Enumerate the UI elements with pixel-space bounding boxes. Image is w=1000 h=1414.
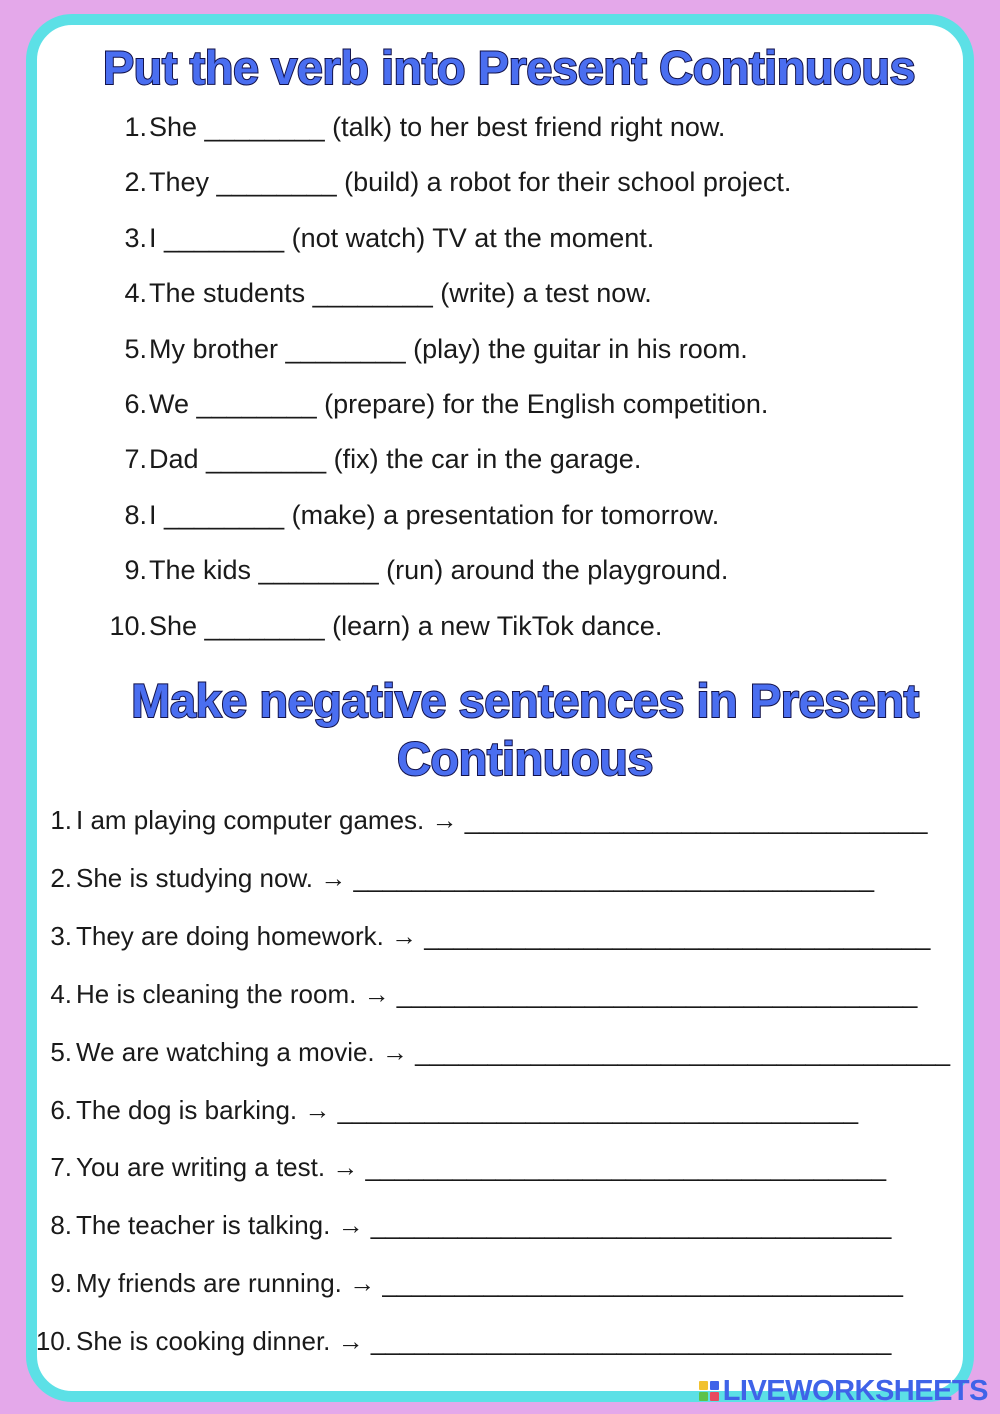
item-sentence: She ________ (talk) to her best friend right now. [149,112,726,142]
exercise-item [0,1138,980,1196]
exercise-item [0,155,980,210]
exercise-item [0,1023,980,1081]
exercise-item [0,1196,980,1254]
item-sentence: My brother ________ (play) the guitar in his room. [149,333,748,364]
exercise-item [0,1312,980,1370]
item-sentence: I ________ (not watch) TV at the moment. [149,222,655,253]
item-sentence: The kids ________ (run) around the playground. [149,555,729,586]
item-number: 2. [124,167,147,198]
exercise-item [0,965,980,1023]
item-sentence: She is studying now. → ____________________________________ [76,862,875,893]
exercise-item [0,377,980,432]
exercise-item [0,599,980,654]
exercise-item [0,322,980,377]
item-number: 8. [50,1210,72,1241]
exercise-item [0,791,980,849]
section2-title: Make negative sentences in Present Continuous [131,674,919,785]
item-sentence: I ________ (make) a presentation for tomorrow. [149,499,720,530]
liveworksheets-logo[interactable] [699,1374,988,1408]
exercise-item [0,100,980,155]
item-sentence: Dad ________ (fix) the car in the garage. [149,444,642,475]
item-number: 6. [50,1094,72,1125]
exercise-item [0,432,980,487]
item-sentence: They are doing homework. → ___________________________________ [76,920,931,951]
exercise-item [0,1081,980,1139]
item-sentence: We are watching a movie. → _____________________________________ [76,1036,951,1067]
item-number: 3. [50,920,72,951]
item-number: 8. [124,499,147,530]
item-number: 1. [124,112,147,142]
item-sentence: You are writing a test. → ____________________________________ [76,1152,887,1183]
item-sentence: The teacher is talking. → ____________________________________ [76,1210,892,1241]
section1-title: Put the verb into Present Continuous [102,41,916,94]
item-number: 1. [50,805,72,835]
item-number: 6. [124,389,147,419]
item-sentence: The dog is barking. → ____________________________________ [76,1094,859,1125]
item-sentence: We ________ (prepare) for the English competition. [149,389,769,419]
item-sentence: I am playing computer games. → ________________________________ [76,805,928,835]
exercise-item [0,266,980,321]
item-sentence: The students ________ (write) a test now. [149,278,652,309]
exercise-item [0,1254,980,1312]
exercise-item [0,488,980,543]
item-sentence: She is cooking dinner. → ____________________________________ [76,1326,892,1357]
item-number: 10. [35,1326,72,1357]
item-sentence: He is cleaning the room. → ____________________________________ [76,978,918,1009]
item-number: 4. [50,978,72,1009]
item-number: 3. [124,222,147,253]
item-number: 2. [50,862,72,893]
item-sentence: They ________ (build) a robot for their school project. [149,167,792,198]
item-number: 10. [109,610,147,641]
item-number: 7. [124,444,147,475]
item-number: 9. [50,1268,72,1299]
item-number: 5. [124,333,147,364]
item-number: 9. [124,555,147,586]
exercise-item [0,849,980,907]
exercise-item [0,211,980,266]
item-number: 7. [50,1152,72,1183]
exercise-item [0,543,980,598]
item-sentence: She ________ (learn) a new TikTok dance. [149,610,663,641]
item-sentence: My friends are running. → ____________________________________ [76,1268,903,1299]
liveworksheets-logo-icon [699,1381,719,1401]
item-number: 4. [124,278,147,309]
logo-text: LIVEWORKSHEETS [722,1374,988,1407]
item-number: 5. [50,1036,72,1067]
exercise-item [0,907,980,965]
